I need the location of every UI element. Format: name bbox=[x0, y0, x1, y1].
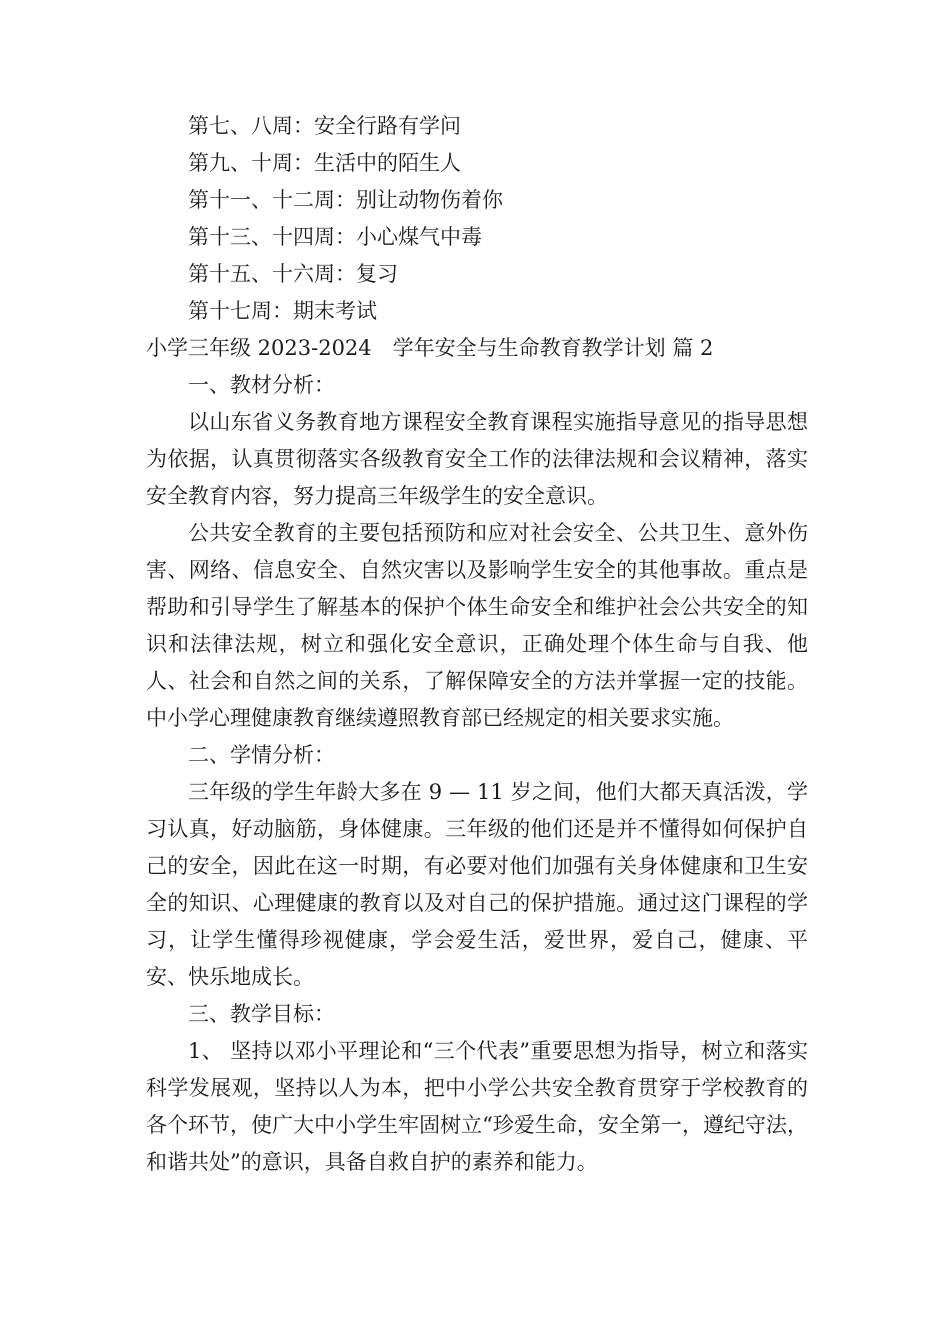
schedule-item: 第十七周：期末考试 bbox=[188, 299, 377, 323]
paragraph: 以山东省义务教育地方课程安全教育课程实施指导意见的指导思想为依据，认真贯彻落实各级教育安全工作的法律法规和会议精神，落实安全教育内容，努力提高三年级学生的安全意识。 bbox=[146, 410, 808, 508]
schedule-item: 第十一、十二周：别让动物伤着你 bbox=[188, 188, 503, 212]
paragraph: 1、 坚持以邓小平理论和“三个代表”重要思想为指导，树立和落实科学发展观，坚持以人为本，把中小学公共安全教育贯穿于学校教育的各个环节，使广大中小学生牢固树立“珍爱生命，安全第一，遵纪守法，和谐共处”的意识，具备自救自护的素养和能力。 bbox=[146, 1039, 808, 1174]
heading-teaching-goals: 三、教学目标： bbox=[188, 1002, 335, 1026]
schedule-list bbox=[146, 108, 808, 330]
section-title: 小学三年级 2023-2024 学年安全与生命教育教学计划 篇 2 bbox=[146, 336, 714, 360]
paragraph: 公共安全教育的主要包括预防和应对社会安全、公共卫生、意外伤害、网络、信息安全、自然灾害以及影响学生安全的其他事故。重点是帮助和引导学生了解基本的保护个体生命安全和维护社会公共安全的知识和法律法规，树立和强化安全意识，正确处理个体生命与自我、他人、社会和自然之间的关系，了解保障安全的方法并掌握一定的技能。中小学心理健康教育继续遵照教育部已经规定的相关要求实施。 bbox=[146, 521, 808, 730]
schedule-item: 第十三、十四周：小心煤气中毒 bbox=[188, 225, 482, 249]
schedule-item: 第十五、十六周：复习 bbox=[188, 262, 398, 286]
schedule-item: 第九、十周：生活中的陌生人 bbox=[188, 151, 461, 175]
heading-textbook-analysis: 一、教材分析： bbox=[188, 373, 335, 397]
schedule-item: 第七、八周：安全行路有学问 bbox=[188, 114, 461, 138]
document-body bbox=[146, 108, 808, 1181]
heading-student-analysis: 二、学情分析： bbox=[188, 743, 335, 767]
paragraph: 三年级的学生年龄大多在 9 — 11 岁之间，他们大都天真活泼，学习认真，好动脑筋，身体健康。三年级的他们还是并不懂得如何保护自己的安全，因此在这一时期，有必要对他们加强有关身体健康和卫生安全的知识、心理健康的教育以及对自己的保护措施。通过这门课程的学习，让学生懂得珍视健康，学会爱生活，爱世界，爱自己，健康、平安、快乐地成长。 bbox=[146, 780, 808, 989]
